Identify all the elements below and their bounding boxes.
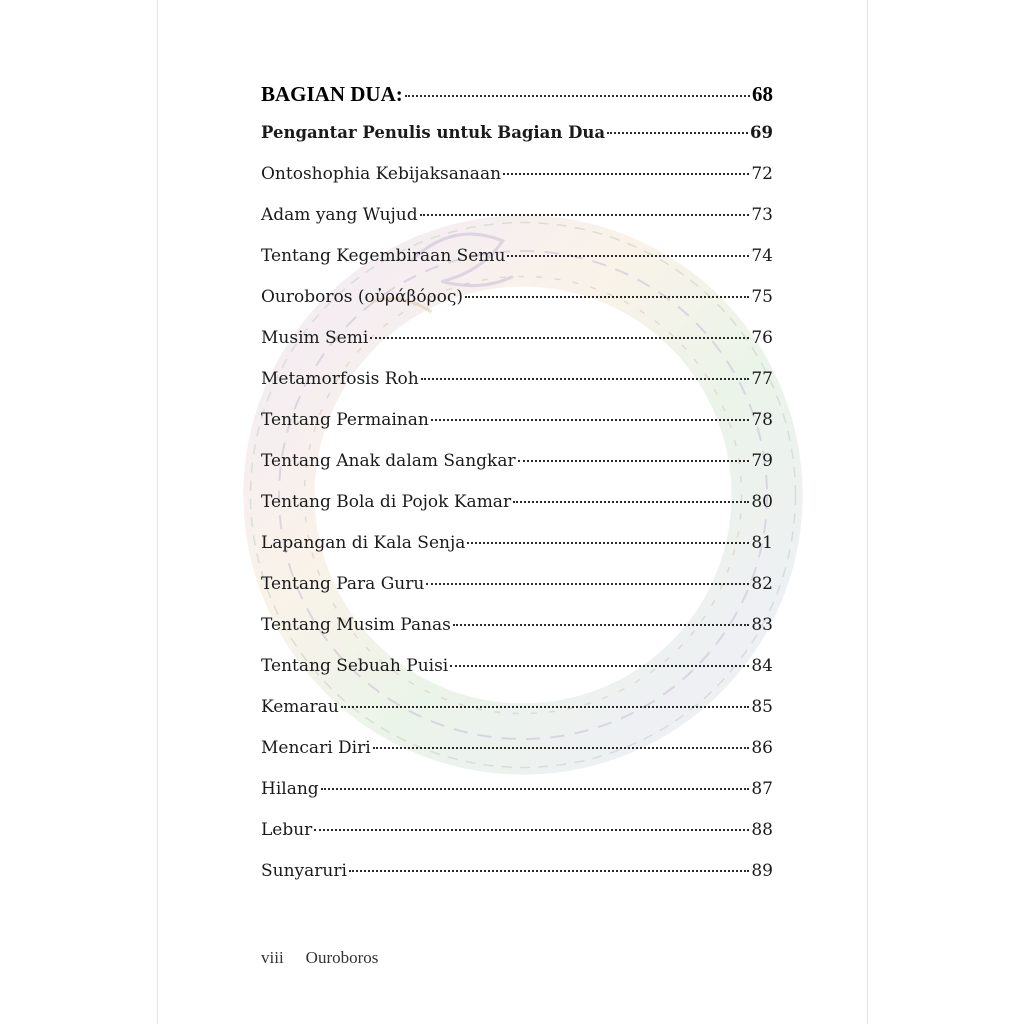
toc-entry-title: Tentang Anak dalam Sangkar	[261, 451, 516, 471]
toc-entry[interactable]	[261, 656, 773, 697]
toc-entry-page: 79	[751, 451, 773, 471]
toc-entry[interactable]	[261, 574, 773, 615]
footer-page-number: viii	[261, 948, 284, 967]
toc-leader-dots	[373, 747, 750, 749]
toc-entry-page: 68	[752, 82, 773, 106]
toc-entry[interactable]	[261, 164, 773, 205]
toc-leader-dots	[453, 624, 749, 626]
toc-entry-page: 75	[751, 287, 773, 307]
toc-entry[interactable]	[261, 205, 773, 246]
toc-entry[interactable]	[261, 615, 773, 656]
book-page	[157, 0, 868, 1024]
toc-leader-dots	[518, 460, 750, 462]
toc-entry-page: 76	[751, 328, 773, 348]
toc-entry-page: 88	[751, 820, 773, 840]
toc-entry[interactable]	[261, 328, 773, 369]
toc-entry-page: 78	[751, 410, 773, 430]
toc-entry-title: Pengantar Penulis untuk Bagian Dua	[261, 123, 606, 142]
toc-entry-page: 87	[751, 779, 773, 799]
toc-leader-dots	[607, 132, 748, 134]
toc-entry[interactable]	[261, 410, 773, 451]
toc-entry[interactable]	[261, 697, 773, 738]
toc-leader-dots	[450, 665, 749, 667]
toc-entry-page: 86	[751, 738, 773, 758]
toc-leader-dots	[321, 788, 750, 790]
toc-entry-page: 84	[751, 656, 773, 676]
toc-leader-dots	[370, 337, 749, 339]
page-footer	[261, 948, 378, 968]
toc-entry-page: 89	[751, 861, 773, 881]
toc-entry[interactable]	[261, 492, 773, 533]
toc-entry-title: Tentang Permainan	[261, 410, 429, 430]
toc-leader-dots	[431, 419, 750, 421]
toc-leader-dots	[421, 378, 750, 380]
toc-entry[interactable]	[261, 779, 773, 820]
toc-entry-part-heading[interactable]	[261, 82, 773, 123]
toc-entry-page: 69	[750, 123, 773, 142]
toc-leader-dots	[513, 501, 749, 503]
toc-entry[interactable]	[261, 451, 773, 492]
toc-entry-title: Tentang Musim Panas	[261, 615, 451, 635]
toc-entry[interactable]	[261, 287, 773, 328]
toc-entry-title: Sunyaruri	[261, 861, 347, 881]
toc-entry-title: Tentang Para Guru	[261, 574, 425, 594]
toc-leader-dots	[420, 214, 750, 216]
toc-entry-title: Mencari Diri	[261, 738, 371, 758]
toc-entry[interactable]	[261, 123, 773, 164]
toc-entry-page: 74	[751, 246, 773, 266]
toc-entry-title: Lebur	[261, 820, 313, 840]
toc-entry-page: 80	[751, 492, 773, 512]
toc-entry-page: 72	[751, 164, 773, 184]
toc-entry-title: Metamorfosis Roh	[261, 369, 419, 389]
toc-entry-page: 82	[751, 574, 773, 594]
toc-entry-page: 83	[751, 615, 773, 635]
toc-entry[interactable]	[261, 861, 773, 902]
toc-leader-dots	[507, 255, 749, 257]
toc-entry-page: 77	[751, 369, 773, 389]
toc-entry[interactable]	[261, 820, 773, 861]
toc-leader-dots	[465, 296, 749, 298]
toc-entry-title: Tentang Bola di Pojok Kamar	[261, 492, 512, 512]
footer-running-title: Ouroboros	[305, 948, 379, 967]
toc-entry[interactable]	[261, 533, 773, 574]
toc-entry-page: 81	[751, 533, 773, 553]
toc-entry-page: 73	[751, 205, 773, 225]
toc-entry-title: Kemarau	[261, 697, 339, 717]
toc-leader-dots	[349, 870, 749, 872]
toc-entry-title: Ontoshophia Kebijaksanaan	[261, 164, 502, 184]
toc-entry-page: 85	[751, 697, 773, 717]
toc-entry-title: Musim Semi	[261, 328, 369, 348]
toc-entry-title: Hilang	[261, 779, 319, 799]
toc-entry-title: BAGIAN DUA:	[261, 82, 403, 106]
toc-entry-title: Lapangan di Kala Senja	[261, 533, 466, 553]
toc-leader-dots	[405, 95, 750, 97]
toc-entry-title: Tentang Sebuah Puisi	[261, 656, 449, 676]
toc-entry-title: Tentang Kegembiraan Semu	[261, 246, 506, 266]
toc-leader-dots	[341, 706, 750, 708]
toc-entry[interactable]	[261, 246, 773, 287]
toc-entry-title: Adam yang Wujud	[261, 205, 418, 225]
toc-leader-dots	[314, 829, 749, 831]
toc-leader-dots	[503, 173, 749, 175]
toc-leader-dots	[467, 542, 749, 544]
toc-entry[interactable]	[261, 738, 773, 779]
toc-entry[interactable]	[261, 369, 773, 410]
table-of-contents	[261, 82, 773, 902]
toc-leader-dots	[426, 583, 749, 585]
toc-entry-title: Ouroboros (οὐράβόρος)	[261, 287, 463, 307]
